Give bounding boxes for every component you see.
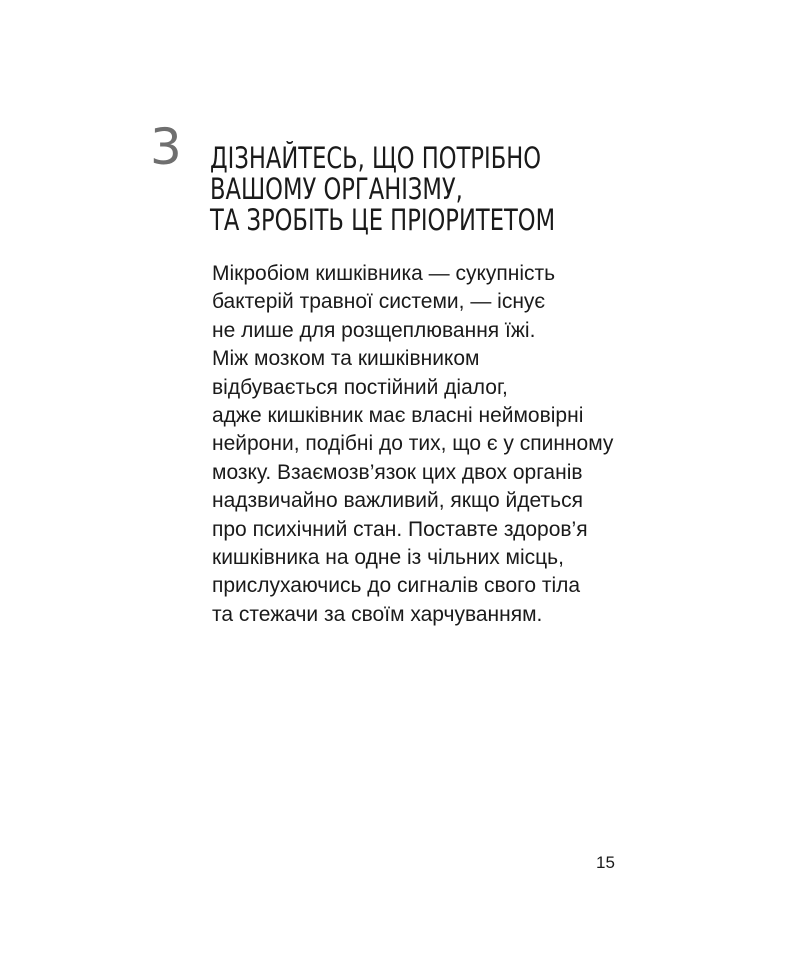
chapter-title-line: ТА ЗРОБІТЬ ЦЕ ПРІОРИТЕТОМ — [210, 203, 556, 237]
body-line: не лише для розщеплювання їжі. — [212, 318, 536, 342]
body-line: та стежачи за своїм харчуванням. — [212, 602, 543, 626]
chapter-title-line: ДІЗНАЙТЕСЬ, ЩО ПОТРІБНО — [210, 141, 542, 175]
chapter-title-line: ВАШОМУ ОРГАНІЗМУ, — [210, 172, 463, 206]
body-line: про психічний стан. Поставте здоров’я — [212, 517, 588, 541]
body-line: нейрони, подібні до тих, що є у спинному — [212, 432, 614, 456]
body-line: Між мозком та кишківником — [212, 347, 480, 371]
body-line: адже кишківник має власні неймовірні — [212, 404, 584, 428]
body-line: відбувається постійний діалог, — [212, 375, 508, 399]
page-number: 15 — [596, 853, 615, 872]
chapter-title — [210, 141, 556, 237]
body-line: прислухаючись до сигналів свого тіла — [212, 574, 581, 598]
body-line: кишківника на одне із чільних місць, — [212, 546, 564, 570]
body-line: надзвичайно важливий, якщо йдеться — [212, 489, 583, 513]
body-line: Мікробіом кишківника — сукупність — [212, 262, 556, 285]
body-paragraph — [212, 260, 632, 629]
body-line: мозку. Взаємозв’язок цих двох органів — [212, 460, 583, 484]
body-line: бактерій травної системи, — існує — [212, 290, 546, 314]
chapter-number: 3 — [150, 118, 182, 176]
